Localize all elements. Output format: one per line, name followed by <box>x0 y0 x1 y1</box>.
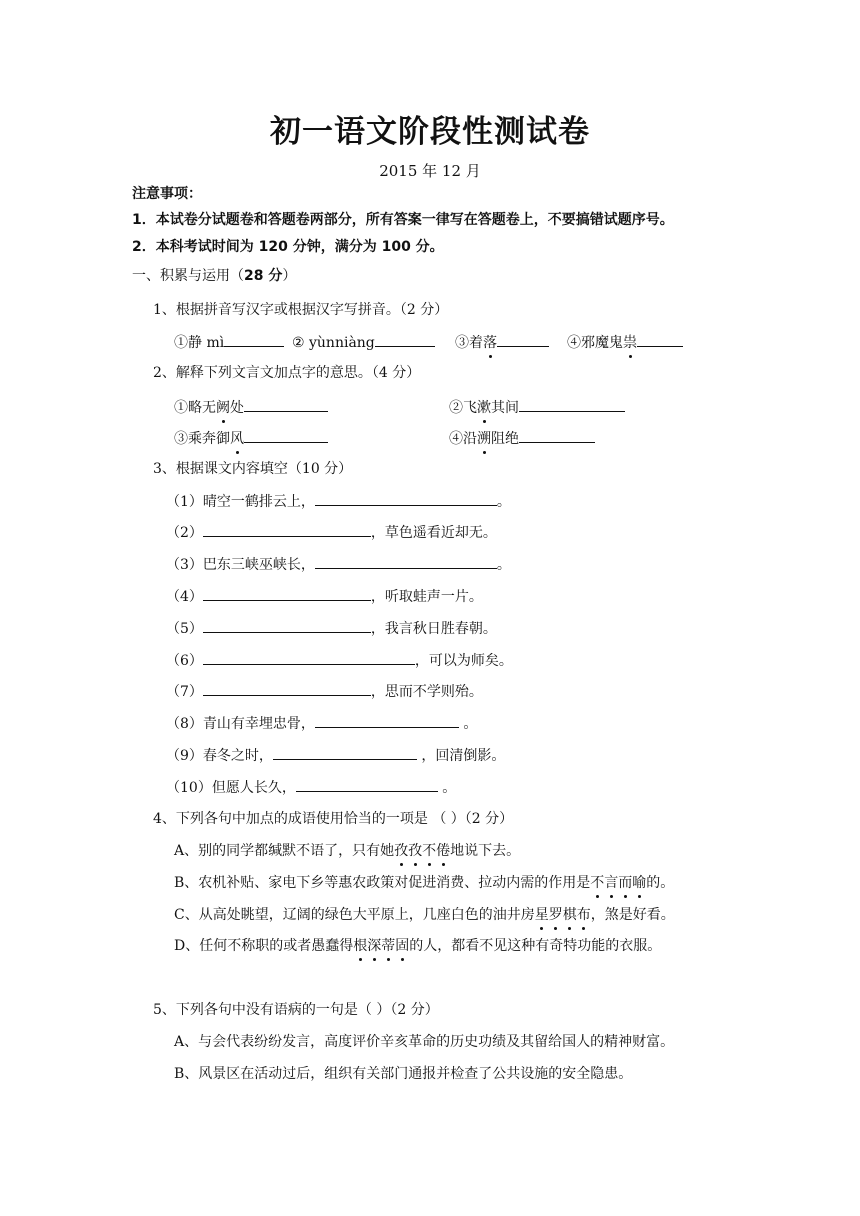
fill-line: （2） ，草色遥看近却无。 <box>166 522 497 543</box>
question-4-stem: 4、下列各句中加点的成语使用恰当的一项是 （ ）（2 分） <box>153 811 514 827</box>
emphasis-char: 不 <box>422 843 437 859</box>
question-5-stem: 5、下列各句中没有语病的一句是（ ）（2 分） <box>153 1002 439 1018</box>
answer-option[interactable]: A、别的同学都缄默不语了，只有她孜孜不倦地说下去。 <box>174 843 521 859</box>
fill-line: （3）巴东三峡巫峡长， 。 <box>166 554 511 575</box>
fill-line: （8）青山有幸埋忠骨， 。 <box>166 713 477 734</box>
answer-blank[interactable] <box>637 332 683 347</box>
answer-blank[interactable] <box>224 332 284 347</box>
section-heading: 一、积累与运用（28 分） <box>132 268 297 284</box>
question-1-stem: 1、根据拼音写汉字或根据汉字写拼音。（2 分） <box>153 302 449 318</box>
answer-blank[interactable] <box>203 618 371 633</box>
emphasis-char: 深 <box>367 938 382 954</box>
answer-blank[interactable] <box>315 554 497 569</box>
page-title: 初一语文阶段性测试卷 <box>270 114 590 150</box>
answer-option[interactable]: D、任何不称职的或者愚蠢得根深蒂固的人，都看不见这种有奇特功能的衣服。 <box>174 938 662 954</box>
question-2-item: ②飞漱其间 <box>449 397 625 418</box>
answer-blank[interactable] <box>497 332 549 347</box>
answer-blank[interactable] <box>315 491 497 506</box>
dotted-idiom <box>535 907 591 923</box>
fill-line: （7） ，思而不学则殆。 <box>166 681 483 702</box>
dotted-idiom <box>394 843 450 859</box>
emphasis-char: 罗 <box>548 907 563 923</box>
answer-blank[interactable] <box>244 397 328 412</box>
fill-line: （4） ，听取蛙声一片。 <box>166 586 483 607</box>
emphasis-char: 孜 <box>408 843 423 859</box>
emphasis-char: 蒂 <box>381 938 396 954</box>
dotted-idiom <box>590 875 646 891</box>
answer-blank[interactable] <box>203 681 371 696</box>
emphasis-char: 不 <box>590 875 605 891</box>
emphasis-char: 喻 <box>632 875 647 891</box>
answer-option[interactable]: B、风景区在活动过后，组织有关部门通报并检查了公共设施的安全隐患。 <box>174 1066 633 1082</box>
question-1-item: ③着落 <box>455 332 549 353</box>
dotted-idiom <box>353 938 409 954</box>
answer-blank[interactable] <box>203 650 415 665</box>
answer-blank[interactable] <box>273 745 417 760</box>
answer-option[interactable]: C、从高处眺望，辽阔的绿色大平原上，几座白色的油井房星罗棋布，煞是好看。 <box>174 907 675 923</box>
emphasis-char: 棋 <box>562 907 577 923</box>
exam-date: 2015 年 12 月 <box>379 162 481 180</box>
answer-blank[interactable] <box>203 522 371 537</box>
answer-blank[interactable] <box>375 332 435 347</box>
fill-line: （6） ，可以为师矣。 <box>166 650 513 671</box>
question-3-stem: 3、根据课文内容填空（10 分） <box>153 461 353 477</box>
answer-blank[interactable] <box>519 428 595 443</box>
question-1-item: ② yùnniàng <box>292 332 435 353</box>
question-2-stem: 2、解释下列文言文加点字的意思。（4 分） <box>153 365 421 381</box>
question-2-item: ①略无阙处 <box>174 397 328 418</box>
answer-blank[interactable] <box>296 777 438 792</box>
emphasis-char: 根 <box>353 938 368 954</box>
notice-item: 2．本科考试时间为 120 分钟，满分为 100 分。 <box>132 239 444 255</box>
emphasis-char: 布 <box>576 907 591 923</box>
notice-heading: 注意事项： <box>132 186 202 202</box>
emphasis-char: 固 <box>395 938 410 954</box>
emphasis-char: 孜 <box>394 843 409 859</box>
notice-item: 1．本试卷分试题卷和答题卷两部分，所有答案一律写在答题卷上，不要搞错试题序号。 <box>132 212 674 228</box>
answer-blank[interactable] <box>244 428 328 443</box>
question-2-item: ④沿溯阻绝 <box>449 428 595 449</box>
emphasis-char: 倦 <box>436 843 451 859</box>
fill-line: （10）但愿人长久， 。 <box>166 777 456 798</box>
fill-line: （1）晴空一鹤排云上， 。 <box>166 491 511 512</box>
answer-blank[interactable] <box>203 586 371 601</box>
fill-line: （5） ，我言秋日胜春朝。 <box>166 618 497 639</box>
fill-line: （9）春冬之时， ，回清倒影。 <box>166 745 505 766</box>
emphasis-char: 而 <box>618 875 633 891</box>
answer-blank[interactable] <box>519 397 625 412</box>
emphasis-char: 言 <box>604 875 619 891</box>
emphasis-char: 星 <box>534 907 549 923</box>
answer-option[interactable]: A、与会代表纷纷发言，高度评价辛亥革命的历史功绩及其留给国人的精神财富。 <box>174 1034 675 1050</box>
answer-option[interactable]: B、农机补贴、家电下乡等惠农政策对促进消费、拉动内需的作用是不言而喻的。 <box>174 875 675 891</box>
question-2-item: ③乘奔御风 <box>174 428 328 449</box>
answer-blank[interactable] <box>315 713 459 728</box>
question-1-item: ①静 mì <box>174 332 284 353</box>
question-1-item: ④邪魔鬼祟 <box>567 332 683 353</box>
